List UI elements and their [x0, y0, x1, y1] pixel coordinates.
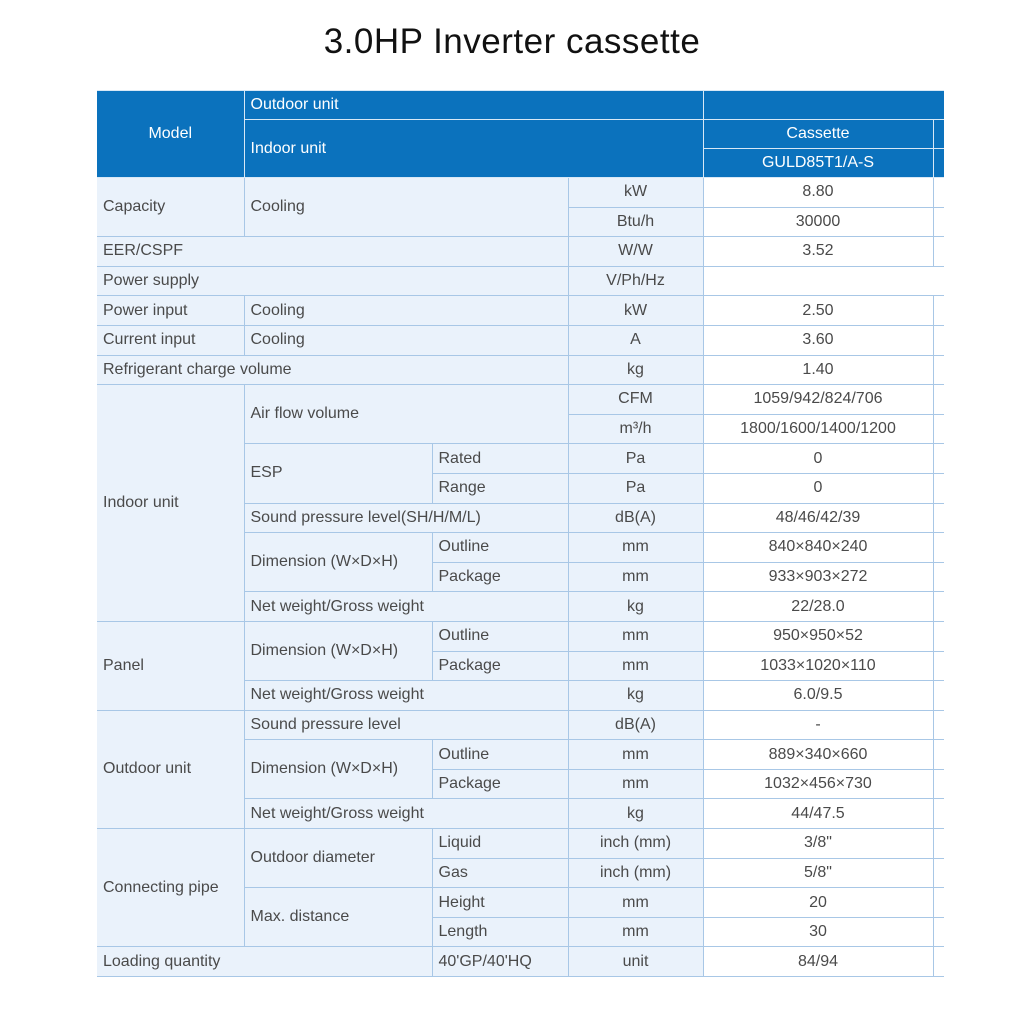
- extra-column-cell: [933, 355, 944, 385]
- value: 44/47.5: [703, 799, 933, 829]
- extra-column-cell: [933, 917, 944, 947]
- row-sublabel: Max. distance: [244, 888, 432, 947]
- extra-column-cell: [933, 621, 944, 651]
- unit: kW: [568, 178, 703, 208]
- value: 1.40: [703, 355, 933, 385]
- row-label: EER/CSPF: [97, 237, 568, 267]
- row-label: Connecting pipe: [97, 829, 244, 947]
- value: 84/94: [703, 947, 933, 977]
- table-row: [97, 325, 944, 355]
- extra-column-cell: [933, 296, 944, 326]
- value: 950×950×52: [703, 621, 933, 651]
- value: 0: [703, 444, 933, 474]
- extra-column-cell: [933, 178, 944, 208]
- row-detail: Range: [432, 473, 568, 503]
- row-detail: Rated: [432, 444, 568, 474]
- row-label: Loading quantity: [97, 947, 432, 977]
- page-title: 3.0HP Inverter cassette: [323, 22, 701, 61]
- row-sublabel: Sound pressure level(SH/H/M/L): [244, 503, 568, 533]
- value: 2.50: [703, 296, 933, 326]
- row-detail: Outline: [432, 533, 568, 563]
- value: 22/28.0: [703, 592, 933, 622]
- unit: unit: [568, 947, 703, 977]
- extra-column-cell: [933, 237, 944, 267]
- row-sublabel: Cooling: [244, 325, 568, 355]
- row-label: Power input: [97, 296, 244, 326]
- table-row: [97, 178, 944, 208]
- header-model: Model: [97, 91, 244, 178]
- extra-column-cell: [933, 681, 944, 711]
- unit: kg: [568, 355, 703, 385]
- extra-column-cell: [933, 207, 944, 237]
- value: 5/8": [703, 858, 933, 888]
- unit: mm: [568, 888, 703, 918]
- extra-column-cell: [933, 740, 944, 770]
- value: -: [703, 710, 933, 740]
- unit: kg: [568, 592, 703, 622]
- row-detail: Length: [432, 917, 568, 947]
- extra-column-cell: [933, 325, 944, 355]
- value: 6.0/9.5: [703, 681, 933, 711]
- unit: kg: [568, 681, 703, 711]
- header-extra: [933, 149, 944, 178]
- row-sublabel: Dimension (W×D×H): [244, 621, 432, 680]
- unit: mm: [568, 651, 703, 681]
- value: 8.80: [703, 178, 933, 208]
- value: 933×903×272: [703, 562, 933, 592]
- extra-column-cell: [933, 947, 944, 977]
- value: 1800/1600/1400/1200: [703, 414, 933, 444]
- extra-column-cell: [933, 414, 944, 444]
- extra-column-cell: [933, 592, 944, 622]
- value: 20: [703, 888, 933, 918]
- header-outdoor-unit: Outdoor unit: [244, 91, 703, 120]
- header-extra: [933, 120, 944, 149]
- row-label: Refrigerant charge volume: [97, 355, 568, 385]
- row-detail: Gas: [432, 858, 568, 888]
- header-outdoor-value: [703, 91, 944, 120]
- unit: mm: [568, 621, 703, 651]
- header-type: Cassette: [703, 120, 933, 149]
- row-sublabel: Cooling: [244, 178, 568, 237]
- value: 3.52: [703, 237, 933, 267]
- table-row: [97, 621, 944, 651]
- row-sublabel: Dimension (W×D×H): [244, 740, 432, 799]
- row-sublabel: Net weight/Gross weight: [244, 799, 568, 829]
- unit: Pa: [568, 444, 703, 474]
- extra-column-cell: [933, 503, 944, 533]
- unit: mm: [568, 769, 703, 799]
- table-row: [97, 710, 944, 740]
- row-detail: Outline: [432, 740, 568, 770]
- table-row: [97, 237, 944, 267]
- row-detail: Liquid: [432, 829, 568, 859]
- row-label: Indoor unit: [97, 385, 244, 622]
- row-label: Panel: [97, 621, 244, 710]
- unit: inch (mm): [568, 858, 703, 888]
- row-sublabel: Outdoor diameter: [244, 829, 432, 888]
- extra-column-cell: [933, 888, 944, 918]
- row-detail: Package: [432, 769, 568, 799]
- unit: mm: [568, 740, 703, 770]
- row-label: Power supply: [97, 266, 568, 296]
- value: 3.60: [703, 325, 933, 355]
- spec-table: [97, 90, 944, 977]
- table-row: [97, 947, 944, 977]
- unit: V/Ph/Hz: [568, 266, 703, 296]
- value: 30: [703, 917, 933, 947]
- unit: mm: [568, 917, 703, 947]
- extra-column-cell: [933, 651, 944, 681]
- unit: m³/h: [568, 414, 703, 444]
- row-sublabel: Cooling: [244, 296, 568, 326]
- extra-column-cell: [933, 385, 944, 415]
- value: 3/8": [703, 829, 933, 859]
- row-label: Current input: [97, 325, 244, 355]
- header-model-code: GULD85T1/A-S: [703, 149, 933, 178]
- unit: W/W: [568, 237, 703, 267]
- extra-column-cell: [933, 769, 944, 799]
- extra-column-cell: [933, 710, 944, 740]
- value: 1059/942/824/706: [703, 385, 933, 415]
- extra-column-cell: [933, 858, 944, 888]
- value: 840×840×240: [703, 533, 933, 563]
- unit: kg: [568, 799, 703, 829]
- extra-column-cell: [933, 473, 944, 503]
- value: 1032×456×730: [703, 769, 933, 799]
- value: 1033×1020×110: [703, 651, 933, 681]
- extra-column-cell: [933, 829, 944, 859]
- row-sublabel: Net weight/Gross weight: [244, 592, 568, 622]
- extra-column-cell: [933, 533, 944, 563]
- value: 889×340×660: [703, 740, 933, 770]
- unit: mm: [568, 562, 703, 592]
- table-row: [97, 296, 944, 326]
- row-sublabel: Sound pressure level: [244, 710, 568, 740]
- row-sublabel: Dimension (W×D×H): [244, 533, 432, 592]
- table-row: [97, 266, 944, 296]
- unit: A: [568, 325, 703, 355]
- header-indoor-unit: Indoor unit: [244, 120, 703, 178]
- table-row: [97, 829, 944, 859]
- value: [703, 266, 944, 296]
- row-label: Outdoor unit: [97, 710, 244, 828]
- value: 0: [703, 473, 933, 503]
- unit: Pa: [568, 473, 703, 503]
- row-detail: Height: [432, 888, 568, 918]
- row-sublabel: Air flow volume: [244, 385, 568, 444]
- extra-column-cell: [933, 799, 944, 829]
- unit: Btu/h: [568, 207, 703, 237]
- extra-column-cell: [933, 444, 944, 474]
- row-label: Capacity: [97, 178, 244, 237]
- row-sublabel: Net weight/Gross weight: [244, 681, 568, 711]
- header-row: [97, 91, 944, 120]
- unit: kW: [568, 296, 703, 326]
- row-sublabel: ESP: [244, 444, 432, 503]
- value: 30000: [703, 207, 933, 237]
- row-detail: Outline: [432, 621, 568, 651]
- extra-column-cell: [933, 562, 944, 592]
- row-detail: Package: [432, 651, 568, 681]
- unit: inch (mm): [568, 829, 703, 859]
- unit: dB(A): [568, 503, 703, 533]
- table-row: [97, 355, 944, 385]
- row-detail: Package: [432, 562, 568, 592]
- table-row: [97, 385, 944, 415]
- unit: dB(A): [568, 710, 703, 740]
- value: 48/46/42/39: [703, 503, 933, 533]
- row-detail: 40'GP/40'HQ: [432, 947, 568, 977]
- unit: mm: [568, 533, 703, 563]
- unit: CFM: [568, 385, 703, 415]
